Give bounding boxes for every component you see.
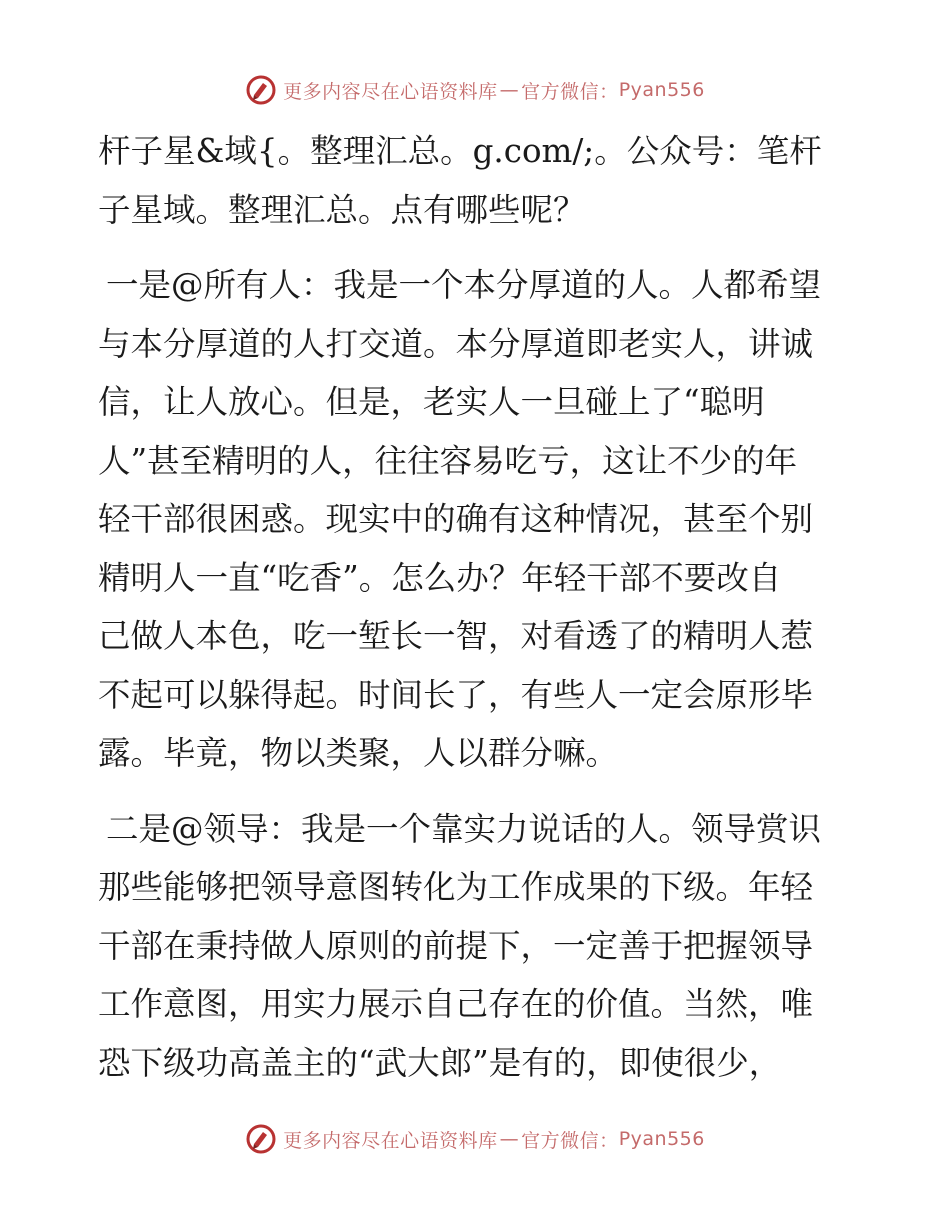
header-banner: [0, 70, 950, 110]
paragraph-1: [98, 122, 850, 239]
text-line: 信，让人放心。但是，老实人一旦碰上了“聪明: [98, 383, 765, 421]
text-line: 一是@所有人：我是一个本分厚道的人。人都希望: [106, 266, 822, 304]
logo-icon: [245, 74, 277, 106]
text-line: 那些能够把领导意图转化为工作成果的下级。年轻: [98, 868, 814, 906]
banner-main-text: 更多内容尽在心语资料库: [283, 1129, 498, 1152]
banner-separator: —: [499, 1128, 520, 1150]
banner-wechat-label: 官方微信：: [521, 1129, 619, 1152]
text-line: 二是@领导：我是一个靠实力说话的人。领导赏识: [106, 809, 822, 848]
paragraph-3: [98, 800, 850, 1093]
paragraph-gap: [98, 239, 850, 256]
text-line: 工作意图，用实力展示自己存在的价值。当然，唯: [98, 985, 814, 1023]
banner-wechat-id: Pyan556: [618, 1128, 705, 1150]
banner-separator: —: [499, 79, 520, 101]
text-line: 干部在秉持做人原则的前提下，一定善于把握领导: [98, 926, 814, 965]
footer-banner: [0, 1119, 950, 1159]
text-line: 杆子星&域{。整理汇总。g.com/;。公众号：笔杆: [98, 132, 822, 170]
text-line: 不起可以躲得起。时间长了，有些人一定会原形毕: [98, 675, 814, 714]
text-line: 己做人本色，吃一堑长一智，对看透了的精明人惹: [98, 617, 814, 655]
banner-wechat-label: 官方微信：: [521, 80, 619, 103]
logo-icon: [245, 1123, 277, 1155]
document-body: [98, 122, 850, 1092]
paragraph-gap: [98, 783, 850, 800]
text-line: 子星域。整理汇总。点有哪些呢？: [98, 190, 586, 229]
text-line: 轻干部很困惑。现实中的确有这种情况，甚至个别: [98, 500, 814, 538]
banner-main-text: 更多内容尽在心语资料库: [283, 80, 498, 103]
text-line: 露。毕竟，物以类聚，人以群分嘛。: [98, 734, 619, 772]
paragraph-2: [98, 256, 850, 783]
text-line: 恐下级功高盖主的“武大郎”是有的，即使很少，: [98, 1043, 782, 1082]
banner-wechat-id: Pyan556: [618, 79, 705, 101]
text-line: 精明人一直“吃香”。怎么办？年轻干部不要改自: [98, 558, 782, 597]
text-line: 与本分厚道的人打交道。本分厚道即老实人，讲诚: [98, 324, 814, 363]
text-line: 人”甚至精明的人，往往容易吃亏，这让不少的年: [98, 441, 798, 480]
